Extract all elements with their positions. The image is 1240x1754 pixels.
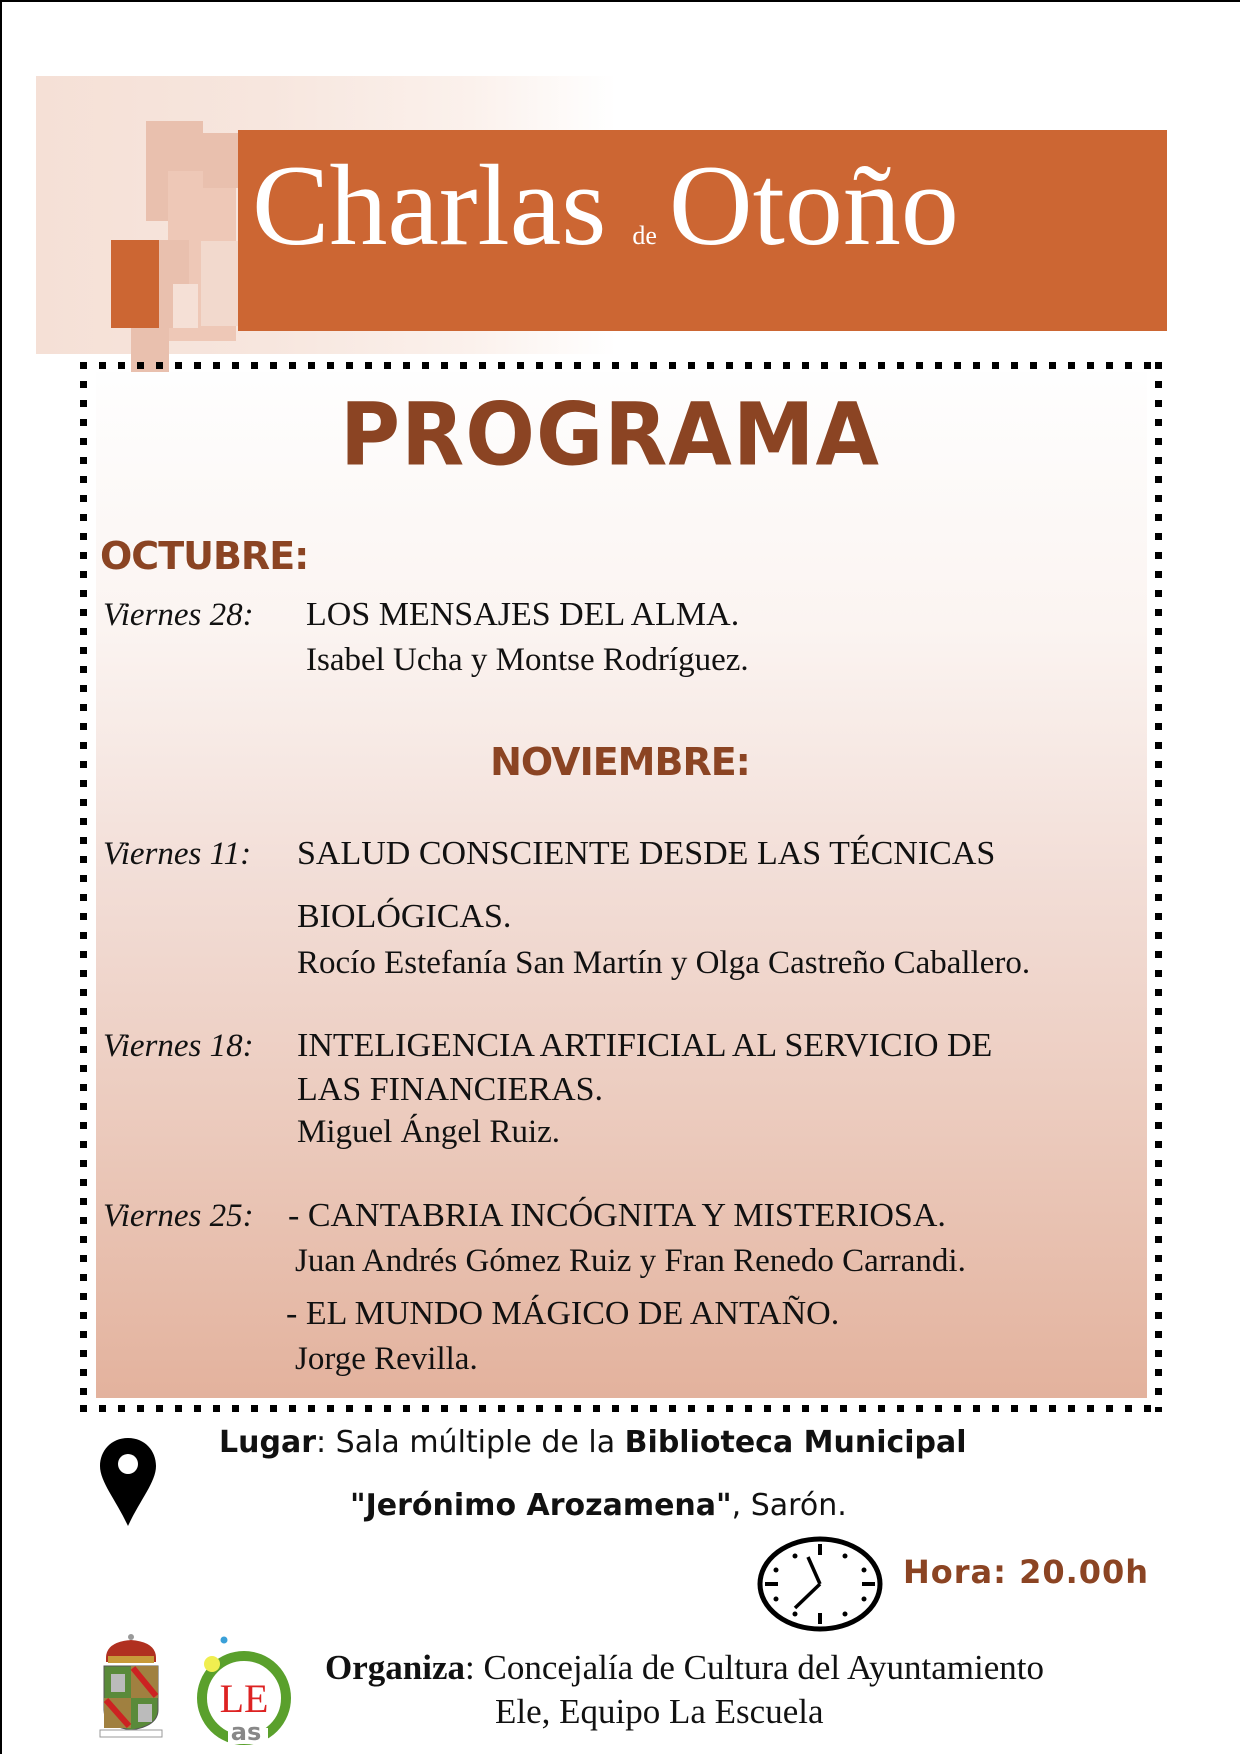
event-speakers: Miguel Ángel Ruiz. (297, 1114, 561, 1150)
decor-square (203, 133, 243, 188)
event-title: INTELIGENCIA ARTIFICIAL AL SERVICIO DE (297, 1027, 993, 1064)
dotted-border-top (80, 362, 1162, 369)
event-day: Viernes 11: (103, 836, 252, 872)
decor-square-accent (111, 240, 159, 328)
event-day: Viernes 25: (103, 1198, 254, 1234)
organizer-label: Organiza (325, 1648, 465, 1687)
venue-label: Lugar (219, 1425, 316, 1460)
dotted-border-left (80, 362, 87, 1412)
map-pin-icon (98, 1436, 158, 1528)
event-speakers: Isabel Ucha y Montse Rodríguez. (306, 642, 749, 678)
event-day: Viernes 18: (103, 1028, 254, 1064)
dotted-border-right (1155, 362, 1162, 1412)
event-time: Hora: 20.00h (903, 1553, 1150, 1591)
organizer-text: Concejalía de Cultura del Ayuntamiento (483, 1648, 1044, 1687)
title-word-charlas: Charlas (252, 142, 607, 270)
organizer-sep: : (464, 1648, 484, 1687)
title-word-otono: Otoño (668, 142, 959, 270)
event-title: - CANTABRIA INCÓGNITA Y MISTERIOSA. (288, 1197, 946, 1234)
page-title (252, 142, 959, 270)
venue-sep: : (316, 1425, 336, 1460)
program-heading: PROGRAMA (340, 385, 880, 486)
lea-logo-text-bottom: as (230, 1718, 262, 1746)
venue-text: Sala múltiple de la (335, 1425, 625, 1460)
event-title: LOS MENSAJES DEL ALMA. (306, 596, 740, 633)
decor-square (173, 284, 198, 328)
event-title: SALUD CONSCIENTE DESDE LAS TÉCNICAS (297, 835, 996, 872)
coat-of-arms-logo (96, 1630, 166, 1740)
lea-logo-graphic (188, 1628, 296, 1748)
month-heading-october: OCTUBRE: (100, 534, 309, 578)
venue-line-1 (219, 1425, 967, 1460)
event-speakers: Jorge Revilla. (295, 1341, 478, 1377)
event-speakers: Rocío Estefanía San Martín y Olga Castreño Caballero. (297, 945, 1031, 981)
organizer-line-2: Ele, Equipo La Escuela (495, 1692, 824, 1731)
month-heading-november: NOVIEMBRE: (490, 740, 750, 784)
event-title: - EL MUNDO MÁGICO DE ANTAÑO. (286, 1295, 840, 1332)
dotted-border-bottom (80, 1405, 1162, 1412)
venue-name: Biblioteca Municipal (624, 1425, 967, 1460)
lea-logo (188, 1628, 296, 1748)
organizer-line-1 (325, 1648, 1044, 1688)
event-title-continued: BIOLÓGICAS. (297, 898, 512, 935)
lea-logo-text-top: LE (219, 1676, 269, 1721)
event-title-continued: LAS FINANCIERAS. (297, 1071, 604, 1108)
clock-icon (756, 1535, 884, 1633)
venue-line-2 (350, 1488, 847, 1523)
venue-name-2: "Jerónimo Arozamena" (350, 1488, 732, 1523)
venue-town: , Sarón. (731, 1488, 847, 1523)
title-connector: de (632, 221, 657, 250)
event-speakers: Juan Andrés Gómez Ruiz y Fran Renedo Carrandi. (295, 1243, 966, 1279)
event-day: Viernes 28: (103, 597, 254, 633)
